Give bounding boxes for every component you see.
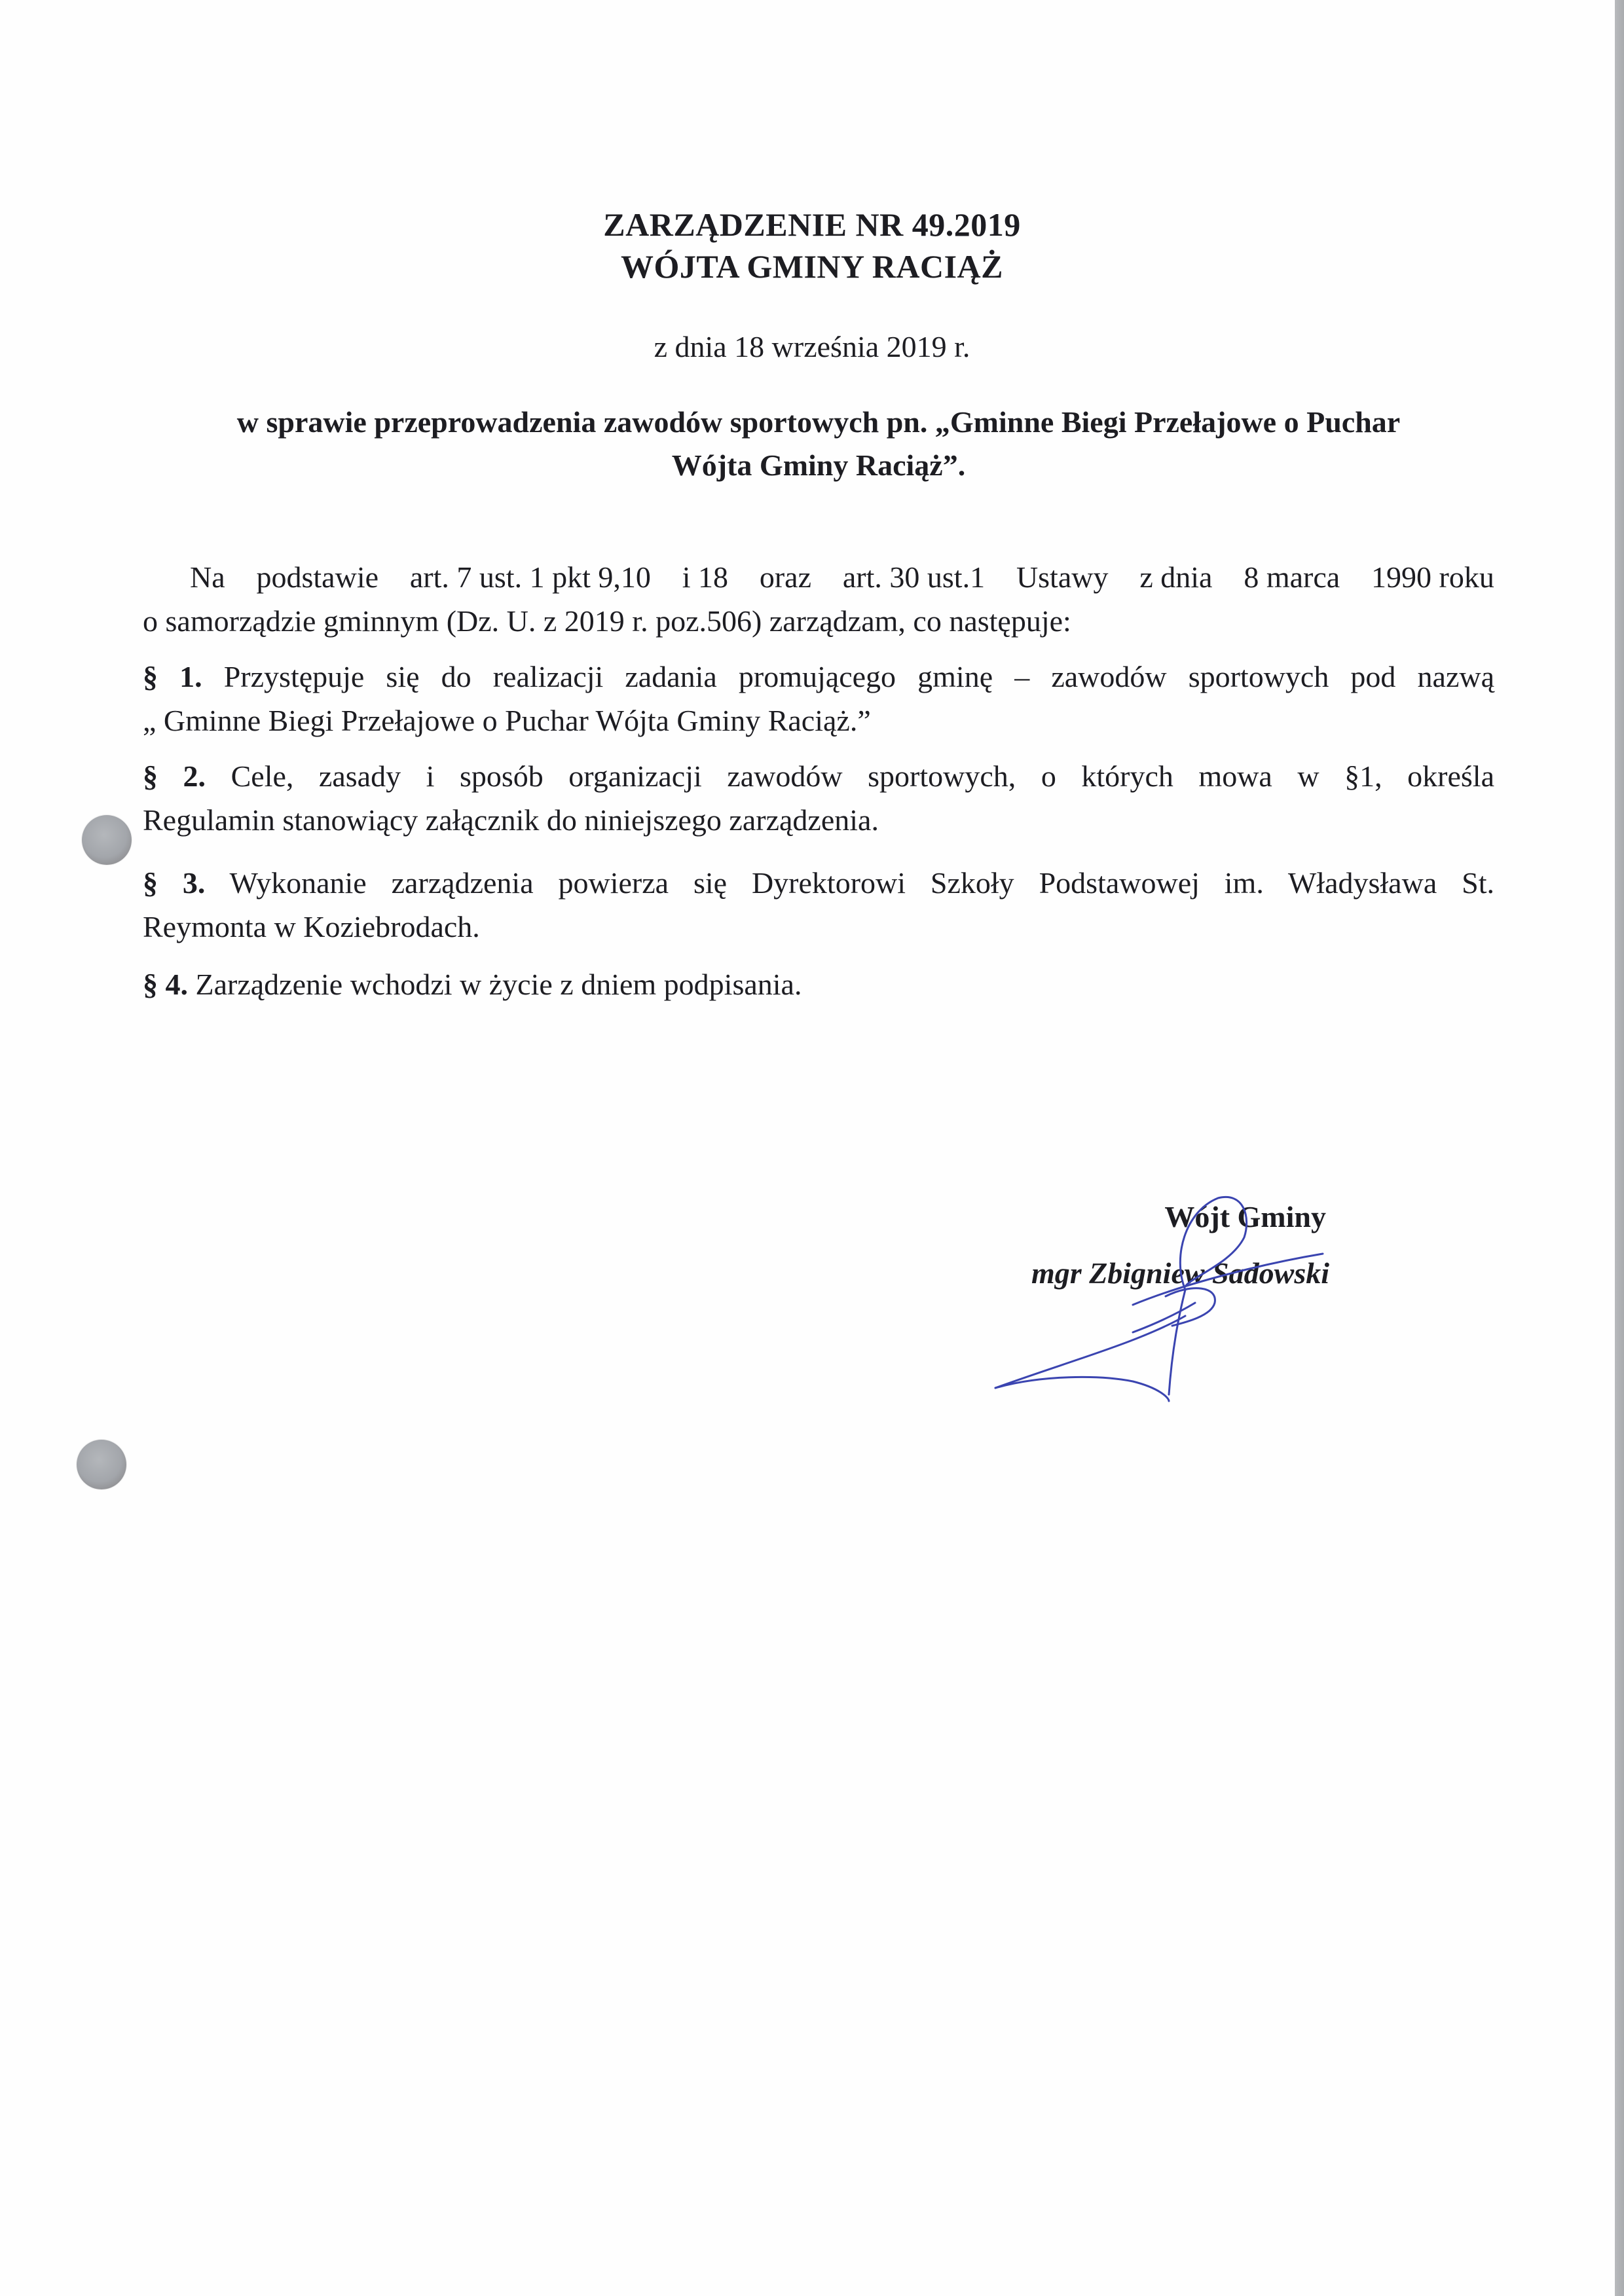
paragraph-3 bbox=[143, 861, 1494, 949]
paragraph-text: Zarządzenie wchodzi w życie z dniem podpisania. bbox=[195, 968, 802, 1001]
legal-basis-word: art. 30 ust.1 bbox=[842, 560, 986, 594]
subject-line: Wójta Gminy Raciąż”. bbox=[671, 448, 966, 482]
paragraph-text: Cele, zasady i sposób organizacji zawodów sportowych, o których mowa w §1, określa bbox=[231, 759, 1494, 793]
legal-basis-word: i 18 bbox=[682, 560, 728, 594]
legal-basis-word: oraz bbox=[759, 560, 812, 594]
punch-hole bbox=[77, 1440, 126, 1489]
document-date: z dnia 18 września 2019 r. bbox=[654, 330, 970, 363]
paragraph-number: § 2. bbox=[143, 759, 206, 793]
legal-basis-word: Ustawy bbox=[1016, 560, 1109, 594]
paragraph-line: Reymonta w Koziebrodach. bbox=[143, 910, 480, 943]
paragraph-line bbox=[143, 962, 1494, 1006]
paragraph-1 bbox=[143, 655, 1494, 742]
signature-stroke bbox=[1133, 1303, 1195, 1332]
paragraph-2 bbox=[143, 754, 1494, 842]
legal-basis-word: Na bbox=[190, 560, 225, 594]
legal-basis-word: 1990 roku bbox=[1371, 560, 1494, 594]
legal-basis-line bbox=[143, 555, 1494, 599]
paragraph-number: § 3. bbox=[143, 866, 206, 900]
signature-stroke bbox=[1169, 1290, 1185, 1394]
paragraph-line: „ Gminne Biegi Przełajowe o Puchar Wójta Gminy Raciąż.” bbox=[143, 704, 871, 737]
signatory-name: mgr Zbigniew Sadowski bbox=[1031, 1256, 1329, 1290]
paragraph-number: § 1. bbox=[143, 660, 202, 693]
paragraph-line bbox=[143, 754, 1494, 798]
paragraph-text: Przystępuje się do realizacji zadania promującego gminę – zawodów sportowych pod nazwą bbox=[223, 660, 1495, 693]
document-subject bbox=[143, 401, 1494, 487]
legal-basis-word: podstawie bbox=[256, 560, 379, 594]
subject-line: w sprawie przeprowadzenia zawodów sportowych pn. „Gminne Biegi Przełajowe o Puchar bbox=[236, 405, 1401, 439]
document-title: ZARZĄDZENIE NR 49.2019 bbox=[603, 206, 1021, 243]
signature-stroke bbox=[995, 1316, 1185, 1388]
document-issuer: WÓJTA GMINY RACIĄŻ bbox=[620, 248, 1004, 285]
paragraph-line bbox=[143, 861, 1494, 905]
paragraph-line bbox=[143, 655, 1494, 699]
signature-stroke bbox=[995, 1377, 1169, 1401]
paragraph-line: Regulamin stanowiący załącznik do niniejszego zarządzenia. bbox=[143, 803, 879, 837]
legal-basis-word: art. 7 ust. 1 pkt 9,10 bbox=[409, 560, 651, 594]
legal-basis-line: o samorządzie gminnym (Dz. U. z 2019 r. poz.506) zarządzam, co następuje: bbox=[143, 604, 1071, 638]
legal-basis-paragraph bbox=[143, 555, 1494, 643]
paragraph-4 bbox=[143, 962, 1494, 1006]
signature-stroke bbox=[1166, 1288, 1215, 1326]
paragraph-text: Wykonanie zarządzenia powierza się Dyrektorowi Szkoły Podstawowej im. Władysława St. bbox=[229, 866, 1494, 900]
signatory-title: Wójt Gminy bbox=[1164, 1200, 1326, 1233]
paragraph-number: § 4. bbox=[143, 968, 188, 1001]
legal-basis-word: z dnia bbox=[1139, 560, 1213, 594]
signature-block bbox=[1008, 1192, 1375, 1414]
punch-hole bbox=[82, 815, 132, 865]
legal-basis-word: 8 marca bbox=[1244, 560, 1340, 594]
